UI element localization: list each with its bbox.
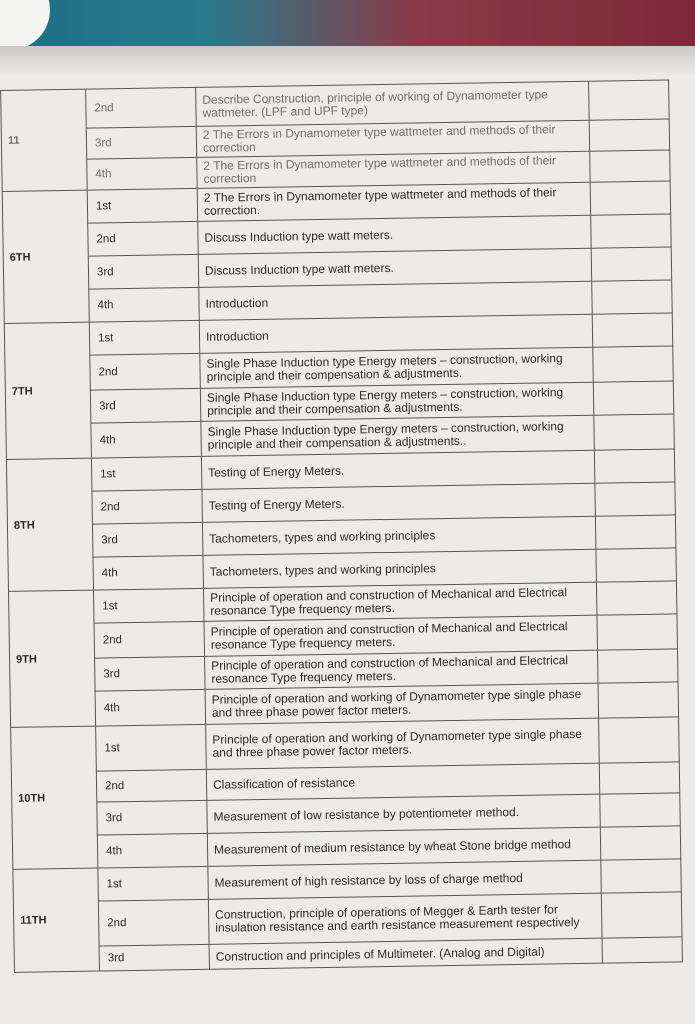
lecture-topic: Classification of resistance xyxy=(206,763,599,800)
remarks-cell xyxy=(592,280,673,314)
lecture-slot: 3rd xyxy=(90,388,201,423)
remarks-cell xyxy=(601,892,682,938)
lecture-topic: Single Phase Induction type Energy meters – construction, working principle and their compensation & adjustments. xyxy=(200,382,593,421)
lecture-slot: 3rd xyxy=(86,126,196,159)
lecture-topic: Principle of operation and working of Dynamometer type single phase and three phase power factor meters. xyxy=(206,718,600,769)
week-label: 6TH xyxy=(2,190,89,323)
week-label: 11TH xyxy=(13,868,100,972)
remarks-cell xyxy=(600,793,681,827)
lecture-slot: 2nd xyxy=(88,221,199,256)
lecture-topic: Single Phase Induction type Energy meters – construction, working principle and their compensation & adjustments. xyxy=(200,347,594,388)
lecture-slot: 4th xyxy=(89,287,200,322)
lecture-slot: 1st xyxy=(98,866,209,901)
lecture-topic: Single Phase Induction type Energy meters – construction, working principle and their compensation & adjustments.. xyxy=(201,415,595,456)
week-label: 10TH xyxy=(11,726,98,869)
lecture-topic: Principle of operation and construction of Mechanical and Electrical resonance Type frequency meters. xyxy=(204,615,598,656)
lesson-plan-body xyxy=(1,80,683,972)
lecture-topic: Principle of operation and construction of Mechanical and Electrical resonance Type frequency meters. xyxy=(205,650,598,689)
lecture-slot: 2nd xyxy=(96,769,206,802)
lecture-topic: Testing of Energy Meters. xyxy=(201,450,594,489)
lecture-topic: Principle of operation and working of Dynamometer type single phase and three phase power factor meters. xyxy=(205,683,599,724)
remarks-cell xyxy=(589,119,669,151)
lesson-plan-sheet xyxy=(0,71,695,1024)
lecture-slot: 1st xyxy=(93,588,204,623)
lecture-slot: 1st xyxy=(87,188,198,223)
lecture-topic: Introduction xyxy=(199,281,592,320)
lecture-slot: 4th xyxy=(97,833,208,868)
lecture-slot: 1st xyxy=(91,456,202,491)
remarks-cell xyxy=(592,313,673,347)
remarks-cell xyxy=(593,381,674,415)
remarks-cell xyxy=(594,414,675,450)
lecture-slot: 3rd xyxy=(88,254,199,289)
lecture-topic: 2 The Errors in Dynamometer type wattmeter and methods of their correction xyxy=(197,151,590,188)
week-label: 7TH xyxy=(4,322,91,459)
lecture-slot: 4th xyxy=(95,689,206,726)
lecture-topic: Testing of Energy Meters. xyxy=(202,483,595,522)
remarks-cell xyxy=(599,762,679,794)
lecture-slot: 2nd xyxy=(90,353,201,390)
lecture-slot: 2nd xyxy=(92,489,203,524)
remarks-cell xyxy=(595,482,676,516)
remarks-cell xyxy=(594,449,675,483)
lecture-slot: 2nd xyxy=(86,87,197,128)
lecture-topic: Measurement of medium resistance by wheat Stone bridge method xyxy=(207,827,600,866)
lecture-topic: Principle of operation and construction of Mechanical and Electrical resonance Type frequency meters. xyxy=(203,582,596,621)
remarks-cell xyxy=(597,614,678,650)
lecture-slot: 4th xyxy=(93,555,204,590)
lecture-slot: 3rd xyxy=(99,944,209,971)
week-label: 9TH xyxy=(9,590,96,727)
remarks-cell xyxy=(599,717,680,763)
lecture-slot: 2nd xyxy=(94,621,205,658)
lesson-plan-table xyxy=(0,79,683,972)
lecture-topic: Discuss Induction type watt meters. xyxy=(198,248,591,287)
lecture-slot: 4th xyxy=(87,157,197,190)
remarks-cell xyxy=(600,826,681,860)
lecture-topic: Introduction xyxy=(199,314,592,353)
remarks-cell xyxy=(601,859,682,893)
remarks-cell xyxy=(589,80,670,120)
remarks-cell xyxy=(596,548,677,582)
remarks-cell xyxy=(590,181,671,215)
lecture-topic: Tachometers, types and working principles xyxy=(203,549,596,588)
week-label: 11 xyxy=(1,89,88,191)
lecture-topic: 2 The Errors in Dynamometer type wattmeter and methods of their correction. xyxy=(197,182,590,221)
remarks-cell xyxy=(591,214,672,248)
lecture-topic: Measurement of low resistance by potentiometer method. xyxy=(207,794,600,833)
lecture-slot: 2nd xyxy=(98,899,209,946)
remarks-cell xyxy=(602,937,682,963)
remarks-cell xyxy=(596,581,677,615)
remarks-cell xyxy=(593,346,674,382)
lecture-slot: 1st xyxy=(96,724,207,771)
lecture-slot: 3rd xyxy=(95,656,206,691)
lecture-topic: Discuss Induction type watt meters. xyxy=(198,215,591,254)
lecture-topic: Tachometers, types and working principles xyxy=(202,516,595,555)
lecture-slot: 3rd xyxy=(92,522,203,557)
lecture-topic: Describe Construction, principle of working of Dynamometer type wattmeter. (LPF and UPF type) xyxy=(196,81,590,126)
page-edge-shadow xyxy=(0,46,695,76)
remarks-cell xyxy=(590,150,670,182)
lecture-slot: 4th xyxy=(91,421,202,458)
remarks-cell xyxy=(591,247,672,281)
lecture-topic: Measurement of high resistance by loss of charge method xyxy=(208,860,601,899)
remarks-cell xyxy=(597,649,678,683)
remarks-cell xyxy=(598,682,679,718)
lecture-slot: 1st xyxy=(89,320,200,355)
lecture-slot: 3rd xyxy=(97,800,208,835)
remarks-cell xyxy=(595,515,676,549)
lecture-topic: Construction and principles of Multimeter. (Analog and Digital) xyxy=(209,938,602,969)
top-background-band xyxy=(0,0,695,46)
lecture-topic: 2 The Errors in Dynamometer type wattmeter and methods of their correction xyxy=(196,120,589,157)
lecture-topic: Construction, principle of operations of Megger & Earth tester for insulation resistance and earth resistance measurement respectively xyxy=(208,893,602,944)
week-label: 8TH xyxy=(6,458,93,591)
